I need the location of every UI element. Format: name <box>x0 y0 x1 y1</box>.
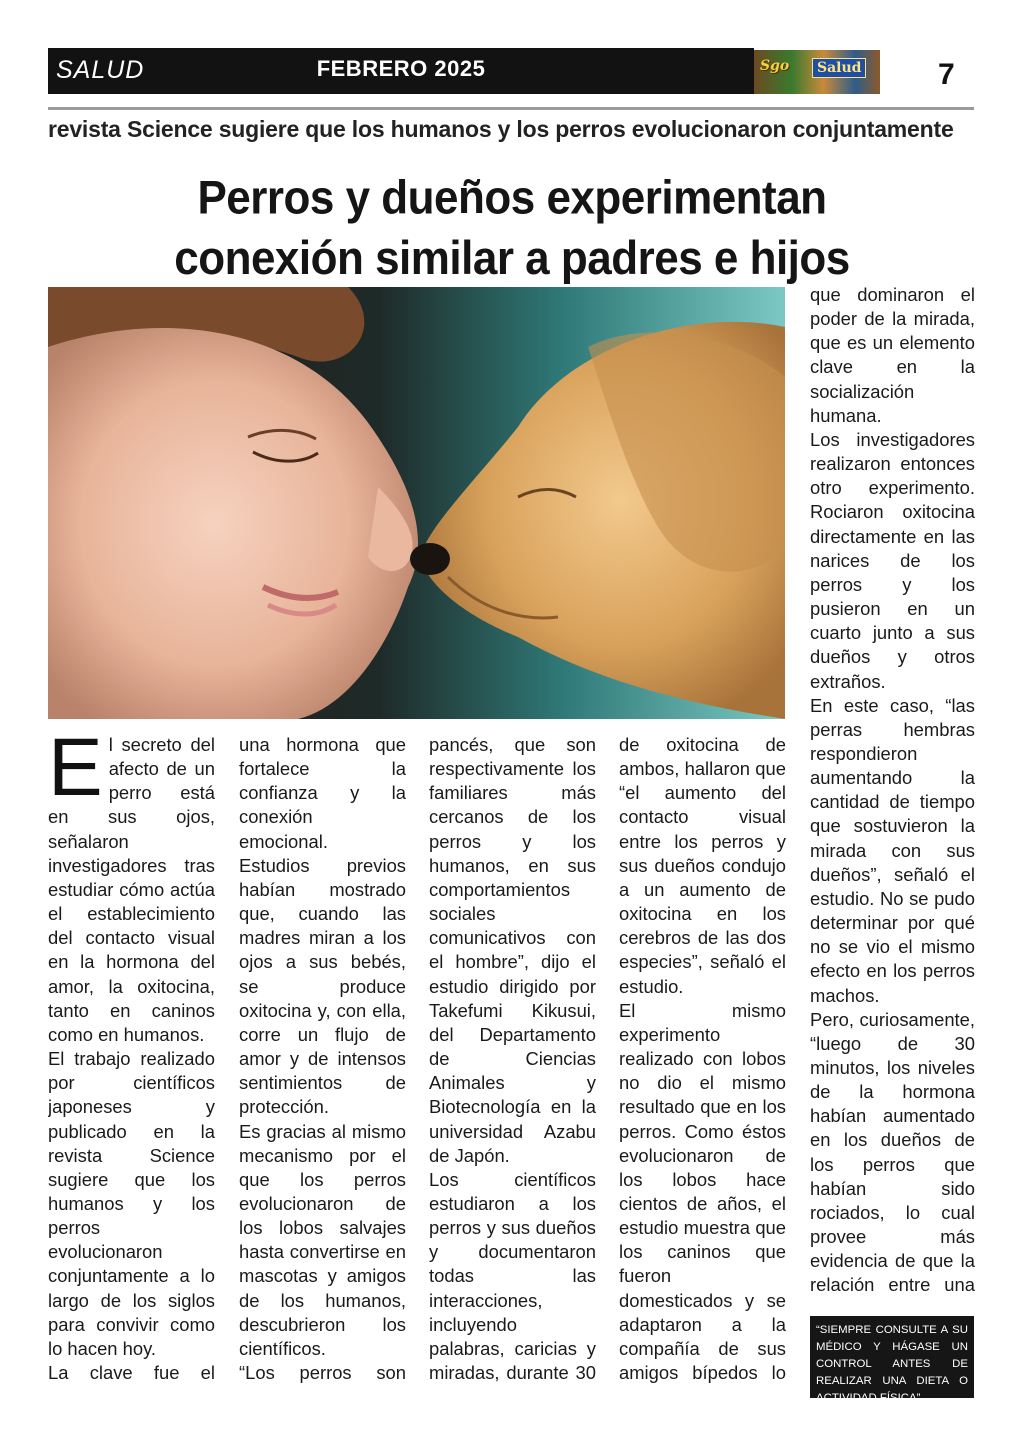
article-photo-woman-and-puppy <box>48 287 785 719</box>
column-3-paragraph-1: pancés, que son respectivamente los familiares más cercanos de los perros y los humanos, en sus comportamientos sociales comunicativos con el hombre”, dijo el estudio dirigido por Takefumi Kikusui, del Departamento de Ciencias Animales y Biotecnología en la universidad Azabu de Japón. <box>429 734 596 1166</box>
column-1-paragraph-1: l secreto del afecto de un perro está en sus ojos, señalaron investigadores tras estudiar cómo actúa el establecimiento del contacto visual en la hormona del amor, la oxitocina, tanto en caninos como en humanos. <box>48 734 215 1045</box>
article-column-4 <box>619 733 786 1383</box>
photo-illustration <box>48 287 785 719</box>
column-2-paragraph-3: Es gracias al mismo mecanismo por el que los perros evolucionaron de los lobos salvajes hasta convertirse en mascotas y amigos de los humanos, descubrieron los científicos. <box>239 1120 406 1359</box>
section-name: SALUD <box>56 56 145 84</box>
column-2-paragraph-2: Estudios previos habían mostrado que, cuando las madres miran a los ojos a sus bebés, se produce oxitocina y, con ella, corre un flujo de amor y de intensos sentimientos de protección. <box>239 854 406 1118</box>
article-column-1 <box>48 733 215 1383</box>
column-1-paragraph-2: El trabajo realizado por científicos japoneses y publicado en la revista Science sugiere que los humanos y los perros evolucionaron conjuntamente a lo largo de los siglos para convivir como lo hacen hoy. <box>48 1048 215 1359</box>
column-2-paragraph-4: “Los perros son <box>239 1362 406 1383</box>
page-number: 7 <box>938 58 955 91</box>
publication-logo <box>754 50 880 94</box>
column-1-paragraph-3: La clave fue el <box>48 1362 215 1383</box>
article-column-3 <box>429 733 596 1383</box>
header-divider <box>48 107 974 110</box>
headline-line-1: Perros y dueños experimentan <box>197 171 827 225</box>
article-headline <box>60 168 964 289</box>
column-2-paragraph-1: una hormona que fortalece la confianza y la conexión emocional. <box>239 734 406 852</box>
column-4-paragraph-2: El mismo experimento realizado con lobos no dio el mismo resultado que en los perros. Como éstos evolucionaron de los lobos hace cientos de años, el estudio muestra que los caninos que fueron domesticados y se adaptaron a la compañía de sus amigos bípedos lo <box>619 999 786 1383</box>
issue-date: FEBRERO 2025 <box>316 56 486 81</box>
headline-line-2: conexión similar a padres e hijos <box>174 231 850 285</box>
article-column-5 <box>810 283 975 1298</box>
logo-text-left: Sgo <box>760 58 790 74</box>
article-subhead: revista Science sugiere que los humanos y los perros evolucionaron conjuntamente <box>48 116 954 142</box>
column-5-paragraph-3: En este caso, “las perras hembras respondieron aumentando la cantidad de tiempo que sostuvieron la mirada con sus dueños”, señaló el estudio. No se pudo determinar por qué no se vio el mismo efecto en los perros machos. <box>810 694 975 1006</box>
health-disclaimer-box: “SIEMPRE CONSULTE A SU MÉDICO Y HÁGASE UN CONTROL ANTES DE REALIZAR UNA DIETA O ACTIVIDAD FÍSICA” <box>810 1316 974 1398</box>
column-5-paragraph-4: Pero, curiosamente, “luego de 30 minutos, los niveles de la hormona habían aumentado en los dueños de los perros que habían sido rociados, lo cual provee más evidencia de que la relación entre una <box>810 1008 975 1296</box>
column-3-paragraph-2: Los científicos estudiaron a los perros y sus dueños y documentaron todas las interacciones, incluyendo palabras, caricias y miradas, durante 30 <box>429 1168 596 1383</box>
column-4-paragraph-1: de oxitocina de ambos, hallaron que “el aumento del contacto visual entre los perros y sus dueños condujo a un aumento de oxitocina en los cerebros de las dos especies”, señaló el estudio. <box>619 734 786 997</box>
column-5-paragraph-2: Los investigadores realizaron entonces otro experimento. Rociaron oxitocina directamente en las narices de los perros y los pusieron en un cuarto junto a sus dueños y otros extraños. <box>810 428 975 692</box>
column-5-paragraph-1: que dominaron el poder de la mirada, que es un elemento clave en la socialización humana. <box>810 284 975 426</box>
logo-text-right: Salud <box>812 58 866 78</box>
section-header-bar <box>48 48 754 94</box>
article-column-2 <box>239 733 406 1383</box>
drop-cap: E <box>48 733 103 813</box>
